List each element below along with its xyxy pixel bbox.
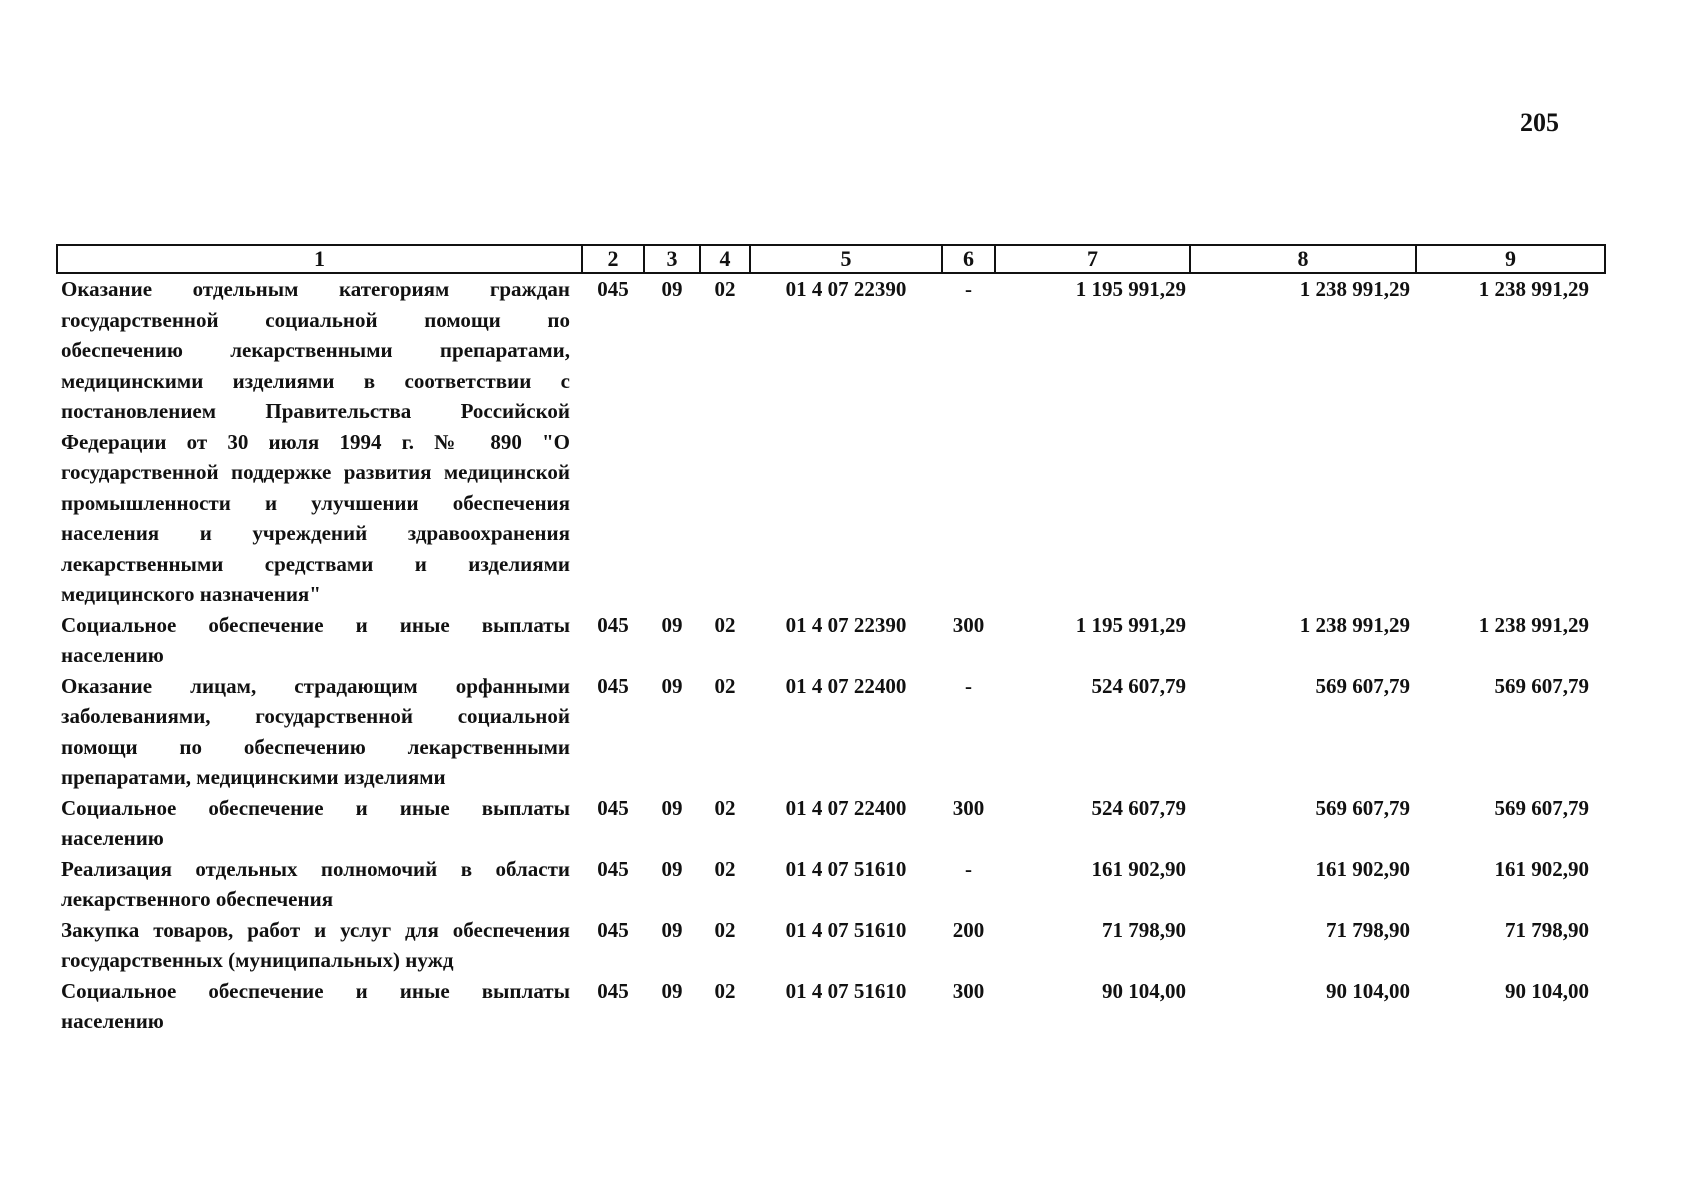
row-code-subsection: 02	[714, 795, 736, 820]
row-code-subsection: 02	[714, 277, 736, 301]
header-col-3: 3	[644, 245, 700, 273]
row-amount-3: 161 902,90	[1494, 856, 1589, 881]
row-amount-2: 1 238 991,29	[1299, 277, 1410, 301]
row-code-expense-type: 300	[952, 978, 985, 1003]
row-code-section: 09	[661, 917, 683, 942]
header-col-1: 1	[57, 245, 582, 273]
row-amount-1: 71 798,90	[1102, 917, 1186, 942]
row-code-target: 01 4 07 22400	[785, 673, 907, 698]
row-name: Закупка товаров, работ и услуг для обеспечения государственных (муниципальных) нужд	[61, 917, 570, 972]
row-code-ministry: 045	[597, 978, 629, 1003]
header-col-6: 6	[942, 245, 995, 273]
row-code-ministry: 045	[597, 277, 629, 301]
row-code-section: 09	[661, 795, 683, 820]
budget-table	[56, 244, 1606, 1037]
header-row	[57, 245, 1605, 273]
row-amount-3: 569 607,79	[1494, 795, 1589, 820]
row-code-subsection: 02	[714, 978, 736, 1003]
row-name: Социальное обеспечение и иные выплаты населению	[61, 612, 570, 667]
table-row	[57, 610, 1605, 671]
header-col-8: 8	[1190, 245, 1416, 273]
table-row	[57, 976, 1605, 1037]
row-code-section: 09	[661, 978, 683, 1003]
row-amount-1: 1 195 991,29	[1075, 612, 1186, 637]
row-amount-2: 1 238 991,29	[1299, 612, 1410, 637]
row-code-expense-type: -	[965, 673, 972, 698]
row-code-target: 01 4 07 51610	[785, 978, 907, 1003]
page-number: 205	[1520, 108, 1559, 137]
header-col-2: 2	[582, 245, 644, 273]
row-code-target: 01 4 07 22390	[785, 612, 907, 637]
row-code-target: 01 4 07 22390	[785, 277, 907, 301]
row-code-subsection: 02	[714, 673, 736, 698]
row-name: Социальное обеспечение и иные выплаты населению	[61, 978, 570, 1033]
row-amount-2: 71 798,90	[1326, 917, 1410, 942]
row-amount-3: 1 238 991,29	[1478, 277, 1589, 301]
row-amount-2: 161 902,90	[1315, 856, 1410, 881]
row-amount-1: 1 195 991,29	[1075, 277, 1186, 301]
row-code-target: 01 4 07 22400	[785, 795, 907, 820]
row-code-subsection: 02	[714, 612, 736, 637]
row-code-expense-type: -	[965, 277, 972, 301]
row-name: Социальное обеспечение и иные выплаты населению	[61, 795, 570, 850]
table-row	[57, 671, 1605, 793]
row-code-expense-type: 200	[952, 917, 985, 942]
row-code-ministry: 045	[597, 795, 629, 820]
row-amount-2: 569 607,79	[1315, 795, 1410, 820]
row-code-ministry: 045	[597, 917, 629, 942]
row-code-ministry: 045	[597, 673, 629, 698]
header-col-9: 9	[1416, 245, 1605, 273]
row-code-subsection: 02	[714, 856, 736, 881]
table-row	[57, 273, 1605, 610]
header-col-4: 4	[700, 245, 750, 273]
row-amount-1: 524 607,79	[1091, 673, 1186, 698]
header-col-7: 7	[995, 245, 1190, 273]
header-col-5: 5	[750, 245, 942, 273]
row-code-subsection: 02	[714, 917, 736, 942]
row-code-expense-type: 300	[952, 612, 985, 637]
table-row	[57, 915, 1605, 976]
row-amount-3: 569 607,79	[1494, 673, 1589, 698]
row-amount-2: 569 607,79	[1315, 673, 1410, 698]
table-row	[57, 854, 1605, 915]
row-code-target: 01 4 07 51610	[785, 917, 907, 942]
row-amount-2: 90 104,00	[1326, 978, 1410, 1003]
row-code-target: 01 4 07 51610	[785, 856, 907, 881]
row-amount-3: 90 104,00	[1505, 978, 1589, 1003]
row-name: Оказание лицам, страдающим орфанными заболеваниями, государственной социальной помощи по обеспечению лекарственными препаратами, медицинскими изделиями	[61, 673, 570, 789]
table-row	[57, 793, 1605, 854]
row-amount-3: 71 798,90	[1505, 917, 1589, 942]
row-amount-1: 90 104,00	[1102, 978, 1186, 1003]
row-code-section: 09	[661, 673, 683, 698]
row-amount-3: 1 238 991,29	[1478, 612, 1589, 637]
row-code-expense-type: -	[965, 856, 972, 881]
row-amount-1: 524 607,79	[1091, 795, 1186, 820]
row-code-ministry: 045	[597, 856, 629, 881]
row-code-section: 09	[661, 612, 683, 637]
row-code-section: 09	[661, 856, 683, 881]
row-amount-1: 161 902,90	[1091, 856, 1186, 881]
row-code-ministry: 045	[597, 612, 629, 637]
row-name: Реализация отдельных полномочий в области лекарственного обеспечения	[61, 856, 570, 911]
row-name: Оказание отдельным категориям граждан государственной социальной помощи по обеспечению лекарственными препаратами, медицинскими изделиями в соответствии с постановлением Правительства Российской Федерации от 30 июля 1994 г. № 890 "О государственной поддержке развития медицинской промышленности и улучшении обеспечения населения и учреждений здравоохранения лекарственными средствами и изделиями медицинского назначения"	[61, 277, 570, 606]
row-code-expense-type: 300	[952, 795, 985, 820]
row-code-section: 09	[661, 277, 683, 301]
